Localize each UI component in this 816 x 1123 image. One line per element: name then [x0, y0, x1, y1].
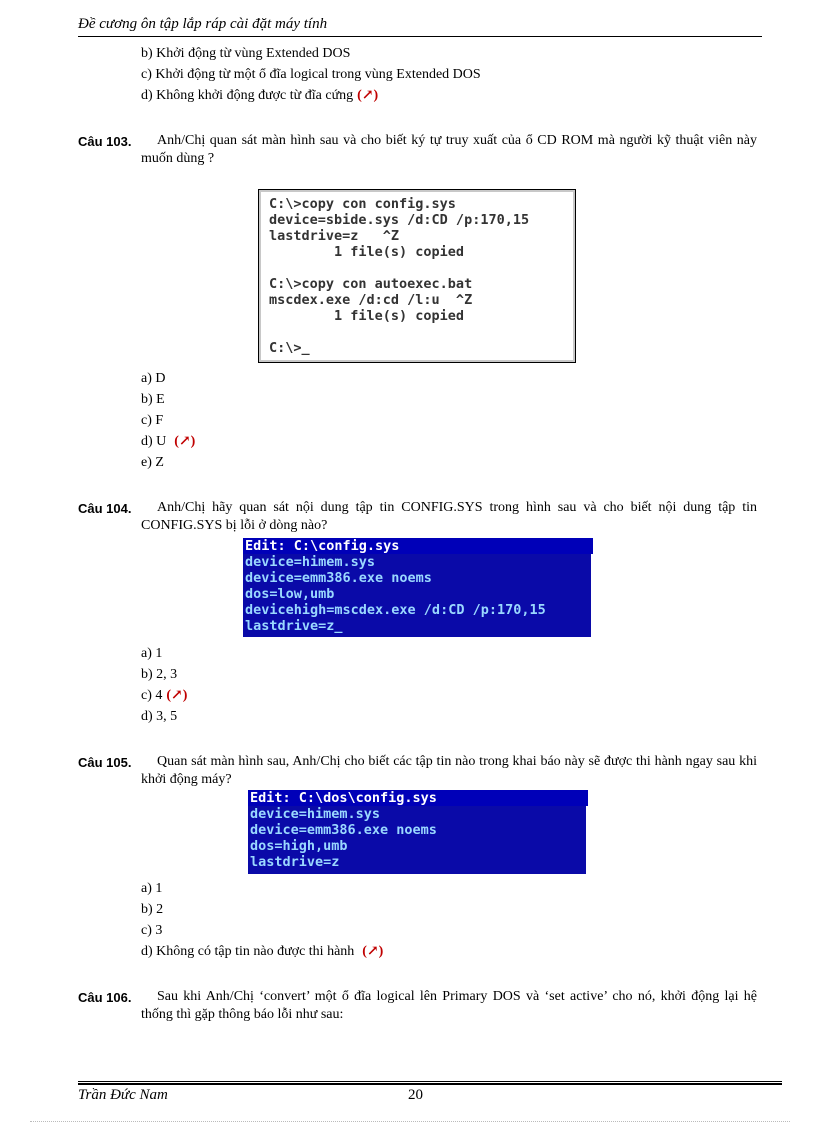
- q102-option-d: [141, 87, 378, 105]
- screen-line: device=himem.sys: [245, 554, 376, 570]
- q103-option-e: e) Z: [141, 455, 164, 470]
- q103-option-b: b) E: [141, 392, 165, 407]
- screen-line: 1 file(s) copied: [269, 308, 465, 324]
- answer-mark-icon: (↗): [166, 688, 188, 703]
- screen-line: device=himem.sys: [250, 806, 381, 822]
- page-number: 20: [408, 1087, 423, 1103]
- screen-line: Edit: C:\dos\config.sys: [248, 790, 588, 806]
- q104-option-b: b) 2, 3: [141, 667, 178, 682]
- q104-text: Anh/Chị hãy quan sát nội dung tập tin CONFIG.SYS trong hình sau và cho biết nội dung tập tin CONFIG.SYS bị lỗi ở dòng nào?: [141, 500, 757, 533]
- q104-option-d: d) 3, 5: [141, 709, 178, 724]
- q105-option-d: [141, 943, 383, 961]
- answer-mark-icon: (↗): [174, 434, 196, 449]
- answer-mark-icon: (↗): [357, 88, 379, 103]
- screen-line: mscdex.exe /d:cd /l:u ^Z: [269, 292, 473, 308]
- option-text: d) U: [141, 434, 167, 449]
- q104-option-a: a) 1: [141, 646, 163, 661]
- screen-line: C:\>copy con autoexec.bat: [269, 276, 473, 292]
- q104-editor-screen: [243, 538, 591, 637]
- q106-text: Sau khi Anh/Chị ‘convert’ một ổ đĩa logical lên Primary DOS và ‘set active’ cho nó, khởi động lại hệ thống thì gặp thông báo lỗi như sau:: [141, 989, 757, 1022]
- q103-text: Anh/Chị quan sát màn hình sau và cho biết ký tự truy xuất của ổ CD ROM mà người kỹ thuật viên này muốn dùng ?: [141, 133, 757, 166]
- screen-line: device=emm386.exe noems: [250, 822, 437, 838]
- q103-label: Câu 103.: [78, 134, 132, 149]
- q103-dos-screen: [258, 189, 576, 363]
- q104-label: Câu 104.: [78, 501, 132, 516]
- screen-line: lastdrive=z ^Z: [269, 228, 400, 244]
- q105-option-a: a) 1: [141, 881, 163, 896]
- answer-mark-icon: (↗): [362, 944, 384, 959]
- q103-option-c: c) F: [141, 413, 164, 428]
- q105-label: Câu 105.: [78, 755, 132, 770]
- option-text: c) 4: [141, 688, 163, 703]
- screen-line: lastdrive=z: [250, 854, 340, 870]
- screen-line: Edit: C:\config.sys: [243, 538, 593, 554]
- screen-line: 1 file(s) copied: [269, 244, 465, 260]
- q103-option-a: a) D: [141, 371, 166, 386]
- q105-option-c: c) 3: [141, 923, 163, 938]
- q105-option-b: b) 2: [141, 902, 164, 917]
- footer-author: Trần Đức Nam: [78, 1087, 168, 1103]
- q104-option-c: [141, 687, 187, 705]
- q105-editor-screen: [248, 790, 586, 874]
- q102-option-b: b) Khởi động từ vùng Extended DOS: [141, 46, 351, 61]
- screen-line: device=emm386.exe noems: [245, 570, 432, 586]
- screen-line: device=sbide.sys /d:CD /p:170,15: [269, 212, 530, 228]
- option-text: d) Không có tập tin nào được thi hành: [141, 944, 355, 959]
- option-text: d) Không khởi động được từ đĩa cứng: [141, 88, 354, 103]
- screen-line: dos=low,umb: [245, 586, 335, 602]
- q106-label: Câu 106.: [78, 990, 132, 1005]
- header-title: Đề cương ôn tập lắp ráp cài đặt máy tính: [78, 16, 328, 32]
- screen-line: C:\>copy con config.sys: [269, 196, 456, 212]
- footer-rule: [78, 1081, 782, 1082]
- header-rule: [78, 36, 762, 37]
- page-edge-dots: [30, 1121, 790, 1122]
- screen-line: dos=high,umb: [250, 838, 348, 854]
- screen-line: lastdrive=z_: [245, 618, 343, 634]
- screen-line: C:\>_: [269, 340, 310, 356]
- q105-text: Quan sát màn hình sau, Anh/Chị cho biết các tập tin nào trong khai báo này sẽ được thi hành ngay sau khi khởi động máy?: [141, 754, 757, 787]
- footer-rule: [78, 1083, 782, 1085]
- q103-option-d: [141, 433, 195, 451]
- q102-option-c: c) Khởi động từ một ổ đĩa logical trong vùng Extended DOS: [141, 67, 481, 82]
- screen-line: devicehigh=mscdex.exe /d:CD /p:170,15: [245, 602, 546, 618]
